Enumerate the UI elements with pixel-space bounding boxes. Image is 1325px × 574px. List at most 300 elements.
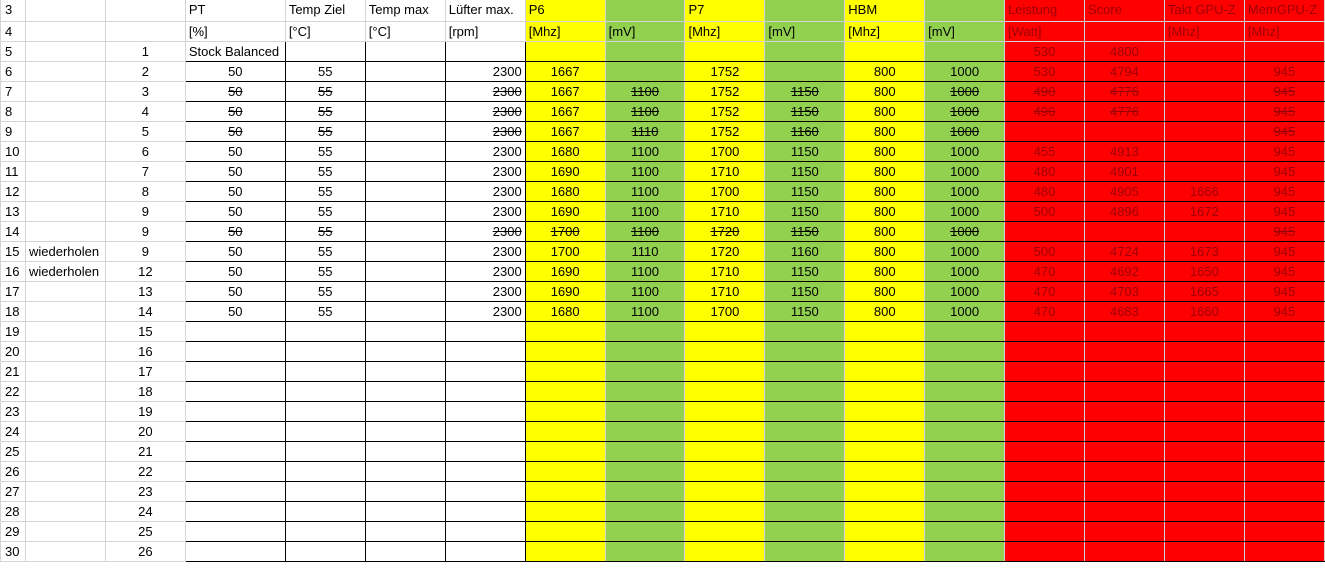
note-cell[interactable] [25, 482, 105, 502]
header-cell[interactable] [765, 0, 845, 22]
run-number-cell[interactable]: 6 [105, 142, 185, 162]
note-cell[interactable] [25, 182, 105, 202]
note-cell[interactable] [25, 462, 105, 482]
header-cell[interactable]: Temp max [365, 0, 445, 22]
score-cell[interactable] [1084, 402, 1164, 422]
p6-mhz-cell[interactable]: 1690 [525, 202, 605, 222]
temp-target-cell[interactable] [285, 482, 365, 502]
fan-max-cell[interactable]: 2300 [445, 302, 525, 322]
mem-clock-cell[interactable]: 945 [1244, 202, 1324, 222]
power-cell[interactable] [1005, 462, 1085, 482]
score-cell[interactable]: 4901 [1084, 162, 1164, 182]
hbm-mhz-cell[interactable]: 800 [845, 282, 925, 302]
mem-clock-cell[interactable]: 945 [1244, 62, 1324, 82]
run-number-cell[interactable]: 9 [105, 202, 185, 222]
note-cell[interactable] [25, 202, 105, 222]
score-cell[interactable]: 4683 [1084, 302, 1164, 322]
hbm-mv-cell[interactable] [925, 42, 1005, 62]
temp-max-cell[interactable] [365, 142, 445, 162]
hbm-mv-cell[interactable]: 1000 [925, 242, 1005, 262]
row-number[interactable]: 15 [1, 242, 26, 262]
p7-mv-cell[interactable]: 1150 [765, 102, 845, 122]
run-number-cell[interactable]: 7 [105, 162, 185, 182]
hbm-mv-cell[interactable] [925, 342, 1005, 362]
p6-mhz-cell[interactable] [525, 42, 605, 62]
temp-target-cell[interactable] [285, 522, 365, 542]
row-number[interactable]: 14 [1, 222, 26, 242]
run-number-cell[interactable]: 18 [105, 382, 185, 402]
gpu-clock-cell[interactable]: 1665 [1164, 282, 1244, 302]
mem-clock-cell[interactable] [1244, 482, 1324, 502]
p7-mhz-cell[interactable]: 1700 [685, 302, 765, 322]
p6-mv-cell[interactable]: 1100 [605, 262, 685, 282]
power-cell[interactable] [1005, 322, 1085, 342]
hbm-mhz-cell[interactable]: 800 [845, 82, 925, 102]
note-cell[interactable]: wiederholen [25, 242, 105, 262]
gpu-clock-cell[interactable] [1164, 362, 1244, 382]
header-cell[interactable] [105, 22, 185, 42]
score-cell[interactable] [1084, 362, 1164, 382]
fan-max-cell[interactable]: 2300 [445, 122, 525, 142]
row-number[interactable]: 7 [1, 82, 26, 102]
row-number[interactable]: 21 [1, 362, 26, 382]
run-number-cell[interactable]: 15 [105, 322, 185, 342]
temp-target-cell[interactable]: 55 [285, 242, 365, 262]
mem-clock-cell[interactable] [1244, 402, 1324, 422]
power-cell[interactable]: 480 [1005, 182, 1085, 202]
score-cell[interactable] [1084, 382, 1164, 402]
header-cell[interactable]: HBM [845, 0, 925, 22]
hbm-mhz-cell[interactable] [845, 342, 925, 362]
p6-mhz-cell[interactable]: 1667 [525, 82, 605, 102]
run-number-cell[interactable]: 9 [105, 242, 185, 262]
run-number-cell[interactable]: 23 [105, 482, 185, 502]
row-number[interactable]: 10 [1, 142, 26, 162]
p7-mhz-cell[interactable]: 1700 [685, 182, 765, 202]
fan-max-cell[interactable] [445, 382, 525, 402]
score-cell[interactable]: 4703 [1084, 282, 1164, 302]
pt-cell[interactable]: 50 [185, 202, 285, 222]
p7-mv-cell[interactable]: 1150 [765, 282, 845, 302]
p7-mhz-cell[interactable]: 1752 [685, 102, 765, 122]
p6-mhz-cell[interactable] [525, 482, 605, 502]
score-cell[interactable]: 4913 [1084, 142, 1164, 162]
gpu-clock-cell[interactable] [1164, 42, 1244, 62]
p7-mv-cell[interactable] [765, 42, 845, 62]
header-cell[interactable] [1084, 22, 1164, 42]
p7-mv-cell[interactable]: 1150 [765, 302, 845, 322]
header-cell[interactable]: [Mhz] [525, 22, 605, 42]
gpu-clock-cell[interactable] [1164, 482, 1244, 502]
mem-clock-cell[interactable]: 945 [1244, 182, 1324, 202]
p6-mv-cell[interactable] [605, 362, 685, 382]
fan-max-cell[interactable] [445, 442, 525, 462]
fan-max-cell[interactable]: 2300 [445, 222, 525, 242]
hbm-mv-cell[interactable]: 1000 [925, 182, 1005, 202]
note-cell[interactable] [25, 162, 105, 182]
note-cell[interactable] [25, 282, 105, 302]
temp-max-cell[interactable] [365, 482, 445, 502]
fan-max-cell[interactable]: 2300 [445, 142, 525, 162]
power-cell[interactable]: 480 [1005, 162, 1085, 182]
hbm-mhz-cell[interactable] [845, 422, 925, 442]
p7-mhz-cell[interactable] [685, 362, 765, 382]
gpu-clock-cell[interactable] [1164, 122, 1244, 142]
temp-max-cell[interactable] [365, 242, 445, 262]
p7-mhz-cell[interactable] [685, 382, 765, 402]
hbm-mhz-cell[interactable]: 800 [845, 62, 925, 82]
hbm-mhz-cell[interactable] [845, 322, 925, 342]
header-cell[interactable]: P7 [685, 0, 765, 22]
power-cell[interactable] [1005, 122, 1085, 142]
temp-max-cell[interactable] [365, 502, 445, 522]
header-cell[interactable]: [°C] [285, 22, 365, 42]
mem-clock-cell[interactable] [1244, 422, 1324, 442]
p7-mhz-cell[interactable]: 1710 [685, 162, 765, 182]
row-number[interactable]: 9 [1, 122, 26, 142]
p7-mhz-cell[interactable]: 1752 [685, 122, 765, 142]
note-cell[interactable] [25, 222, 105, 242]
header-cell[interactable]: Leistung [1005, 0, 1085, 22]
fan-max-cell[interactable]: 2300 [445, 262, 525, 282]
p6-mhz-cell[interactable]: 1680 [525, 302, 605, 322]
score-cell[interactable] [1084, 342, 1164, 362]
p7-mhz-cell[interactable] [685, 422, 765, 442]
run-number-cell[interactable]: 2 [105, 62, 185, 82]
power-cell[interactable]: 530 [1005, 42, 1085, 62]
temp-max-cell[interactable] [365, 302, 445, 322]
p7-mv-cell[interactable] [765, 62, 845, 82]
hbm-mhz-cell[interactable]: 800 [845, 222, 925, 242]
fan-max-cell[interactable]: 2300 [445, 102, 525, 122]
fan-max-cell[interactable]: 2300 [445, 242, 525, 262]
hbm-mv-cell[interactable] [925, 422, 1005, 442]
temp-max-cell[interactable] [365, 462, 445, 482]
p7-mhz-cell[interactable] [685, 442, 765, 462]
p6-mhz-cell[interactable] [525, 502, 605, 522]
mem-clock-cell[interactable] [1244, 322, 1324, 342]
score-cell[interactable] [1084, 482, 1164, 502]
p6-mv-cell[interactable] [605, 382, 685, 402]
header-cell[interactable]: [Mhz] [845, 22, 925, 42]
gpu-clock-cell[interactable] [1164, 342, 1244, 362]
p7-mv-cell[interactable] [765, 342, 845, 362]
note-cell[interactable] [25, 342, 105, 362]
hbm-mv-cell[interactable]: 1000 [925, 122, 1005, 142]
p7-mhz-cell[interactable]: 1752 [685, 62, 765, 82]
p6-mhz-cell[interactable]: 1680 [525, 142, 605, 162]
score-cell[interactable]: 4905 [1084, 182, 1164, 202]
temp-target-cell[interactable]: 55 [285, 302, 365, 322]
power-cell[interactable] [1005, 222, 1085, 242]
pt-cell[interactable] [185, 542, 285, 562]
row-number[interactable]: 16 [1, 262, 26, 282]
run-number-cell[interactable]: 3 [105, 82, 185, 102]
temp-target-cell[interactable]: 55 [285, 82, 365, 102]
note-cell[interactable] [25, 62, 105, 82]
run-number-cell[interactable]: 22 [105, 462, 185, 482]
header-cell[interactable]: [rpm] [445, 22, 525, 42]
temp-target-cell[interactable] [285, 502, 365, 522]
header-cell[interactable]: Lüfter max. [445, 0, 525, 22]
score-cell[interactable]: 4776 [1084, 102, 1164, 122]
fan-max-cell[interactable] [445, 322, 525, 342]
p6-mv-cell[interactable] [605, 502, 685, 522]
p6-mhz-cell[interactable]: 1667 [525, 102, 605, 122]
p7-mv-cell[interactable]: 1160 [765, 242, 845, 262]
p7-mhz-cell[interactable] [685, 322, 765, 342]
power-cell[interactable]: 500 [1005, 242, 1085, 262]
p7-mhz-cell[interactable] [685, 42, 765, 62]
p7-mhz-cell[interactable] [685, 542, 765, 562]
run-number-cell[interactable]: 21 [105, 442, 185, 462]
pt-cell[interactable] [185, 482, 285, 502]
row-number[interactable]: 5 [1, 42, 26, 62]
p7-mv-cell[interactable] [765, 442, 845, 462]
note-cell[interactable] [25, 302, 105, 322]
run-number-cell[interactable]: 12 [105, 262, 185, 282]
gpu-clock-cell[interactable] [1164, 82, 1244, 102]
p6-mv-cell[interactable]: 1100 [605, 202, 685, 222]
mem-clock-cell[interactable]: 945 [1244, 102, 1324, 122]
run-number-cell[interactable]: 17 [105, 362, 185, 382]
fan-max-cell[interactable] [445, 542, 525, 562]
p6-mv-cell[interactable]: 1100 [605, 182, 685, 202]
p6-mv-cell[interactable] [605, 62, 685, 82]
p7-mv-cell[interactable] [765, 402, 845, 422]
p7-mhz-cell[interactable]: 1752 [685, 82, 765, 102]
pt-cell[interactable]: 50 [185, 302, 285, 322]
note-cell[interactable] [25, 142, 105, 162]
p7-mhz-cell[interactable]: 1710 [685, 202, 765, 222]
p6-mhz-cell[interactable]: 1690 [525, 262, 605, 282]
hbm-mv-cell[interactable]: 1000 [925, 302, 1005, 322]
row-number[interactable]: 6 [1, 62, 26, 82]
gpu-clock-cell[interactable] [1164, 102, 1244, 122]
mem-clock-cell[interactable] [1244, 542, 1324, 562]
row-number[interactable]: 3 [1, 0, 26, 22]
run-number-cell[interactable]: 1 [105, 42, 185, 62]
gpu-clock-cell[interactable] [1164, 502, 1244, 522]
score-cell[interactable]: 4800 [1084, 42, 1164, 62]
header-cell[interactable]: PT [185, 0, 285, 22]
fan-max-cell[interactable]: 2300 [445, 162, 525, 182]
temp-max-cell[interactable] [365, 442, 445, 462]
temp-max-cell[interactable] [365, 42, 445, 62]
temp-max-cell[interactable] [365, 402, 445, 422]
hbm-mv-cell[interactable]: 1000 [925, 202, 1005, 222]
temp-target-cell[interactable] [285, 362, 365, 382]
power-cell[interactable]: 455 [1005, 142, 1085, 162]
temp-target-cell[interactable] [285, 402, 365, 422]
temp-max-cell[interactable] [365, 182, 445, 202]
temp-max-cell[interactable] [365, 262, 445, 282]
p7-mhz-cell[interactable]: 1720 [685, 222, 765, 242]
power-cell[interactable]: 530 [1005, 62, 1085, 82]
p6-mhz-cell[interactable]: 1690 [525, 162, 605, 182]
header-cell[interactable] [25, 0, 105, 22]
p7-mv-cell[interactable] [765, 482, 845, 502]
mem-clock-cell[interactable] [1244, 462, 1324, 482]
p6-mv-cell[interactable]: 1100 [605, 302, 685, 322]
p6-mv-cell[interactable]: 1100 [605, 162, 685, 182]
hbm-mv-cell[interactable] [925, 442, 1005, 462]
p7-mv-cell[interactable]: 1150 [765, 262, 845, 282]
temp-target-cell[interactable]: 55 [285, 262, 365, 282]
note-cell[interactable] [25, 362, 105, 382]
score-cell[interactable] [1084, 522, 1164, 542]
pt-cell[interactable]: 50 [185, 242, 285, 262]
p7-mv-cell[interactable] [765, 322, 845, 342]
pt-cell[interactable]: 50 [185, 282, 285, 302]
hbm-mv-cell[interactable] [925, 362, 1005, 382]
p7-mv-cell[interactable] [765, 522, 845, 542]
fan-max-cell[interactable]: 2300 [445, 82, 525, 102]
power-cell[interactable] [1005, 362, 1085, 382]
p7-mhz-cell[interactable] [685, 342, 765, 362]
temp-target-cell[interactable] [285, 342, 365, 362]
note-cell[interactable] [25, 122, 105, 142]
row-number[interactable]: 17 [1, 282, 26, 302]
p6-mv-cell[interactable]: 1110 [605, 122, 685, 142]
hbm-mv-cell[interactable] [925, 462, 1005, 482]
p6-mhz-cell[interactable]: 1680 [525, 182, 605, 202]
hbm-mhz-cell[interactable]: 800 [845, 262, 925, 282]
temp-max-cell[interactable] [365, 322, 445, 342]
temp-max-cell[interactable] [365, 342, 445, 362]
hbm-mhz-cell[interactable] [845, 462, 925, 482]
row-number[interactable]: 30 [1, 542, 26, 562]
temp-max-cell[interactable] [365, 382, 445, 402]
score-cell[interactable]: 4896 [1084, 202, 1164, 222]
mem-clock-cell[interactable] [1244, 522, 1324, 542]
pt-cell[interactable] [185, 442, 285, 462]
p6-mhz-cell[interactable] [525, 322, 605, 342]
power-cell[interactable] [1005, 502, 1085, 522]
power-cell[interactable] [1005, 542, 1085, 562]
power-cell[interactable] [1005, 522, 1085, 542]
p7-mhz-cell[interactable] [685, 402, 765, 422]
fan-max-cell[interactable] [445, 522, 525, 542]
row-number[interactable]: 18 [1, 302, 26, 322]
pt-cell[interactable]: Stock Balanced [185, 42, 285, 62]
temp-max-cell[interactable] [365, 542, 445, 562]
hbm-mv-cell[interactable]: 1000 [925, 82, 1005, 102]
p7-mv-cell[interactable] [765, 422, 845, 442]
p6-mhz-cell[interactable]: 1700 [525, 242, 605, 262]
gpu-clock-cell[interactable] [1164, 142, 1244, 162]
p6-mv-cell[interactable]: 1100 [605, 142, 685, 162]
pt-cell[interactable] [185, 342, 285, 362]
score-cell[interactable] [1084, 442, 1164, 462]
p7-mv-cell[interactable] [765, 382, 845, 402]
score-cell[interactable] [1084, 462, 1164, 482]
row-number[interactable]: 11 [1, 162, 26, 182]
gpu-clock-cell[interactable]: 1666 [1164, 182, 1244, 202]
header-cell[interactable] [25, 22, 105, 42]
row-number[interactable]: 26 [1, 462, 26, 482]
note-cell[interactable] [25, 502, 105, 522]
header-cell[interactable]: [%] [185, 22, 285, 42]
header-cell[interactable]: MemGPU-Z [1244, 0, 1324, 22]
mem-clock-cell[interactable] [1244, 42, 1324, 62]
fan-max-cell[interactable] [445, 342, 525, 362]
p7-mv-cell[interactable]: 1150 [765, 82, 845, 102]
mem-clock-cell[interactable] [1244, 382, 1324, 402]
run-number-cell[interactable]: 24 [105, 502, 185, 522]
power-cell[interactable]: 470 [1005, 282, 1085, 302]
run-number-cell[interactable]: 26 [105, 542, 185, 562]
p6-mv-cell[interactable]: 1100 [605, 102, 685, 122]
fan-max-cell[interactable] [445, 482, 525, 502]
header-cell[interactable]: [Mhz] [1164, 22, 1244, 42]
fan-max-cell[interactable]: 2300 [445, 202, 525, 222]
hbm-mv-cell[interactable] [925, 502, 1005, 522]
row-number[interactable]: 23 [1, 402, 26, 422]
row-number[interactable]: 19 [1, 322, 26, 342]
hbm-mhz-cell[interactable] [845, 482, 925, 502]
p6-mv-cell[interactable] [605, 522, 685, 542]
power-cell[interactable] [1005, 382, 1085, 402]
header-cell[interactable]: [°C] [365, 22, 445, 42]
pt-cell[interactable]: 50 [185, 162, 285, 182]
note-cell[interactable] [25, 522, 105, 542]
pt-cell[interactable]: 50 [185, 262, 285, 282]
p6-mhz-cell[interactable]: 1700 [525, 222, 605, 242]
p6-mv-cell[interactable]: 1100 [605, 82, 685, 102]
hbm-mv-cell[interactable]: 1000 [925, 162, 1005, 182]
p7-mv-cell[interactable] [765, 542, 845, 562]
temp-max-cell[interactable] [365, 222, 445, 242]
p7-mhz-cell[interactable] [685, 462, 765, 482]
row-number[interactable]: 27 [1, 482, 26, 502]
header-cell[interactable]: [mV] [605, 22, 685, 42]
temp-target-cell[interactable] [285, 322, 365, 342]
temp-target-cell[interactable] [285, 382, 365, 402]
temp-target-cell[interactable] [285, 462, 365, 482]
hbm-mhz-cell[interactable]: 800 [845, 102, 925, 122]
hbm-mhz-cell[interactable] [845, 382, 925, 402]
mem-clock-cell[interactable]: 945 [1244, 82, 1324, 102]
hbm-mhz-cell[interactable] [845, 362, 925, 382]
p6-mhz-cell[interactable]: 1690 [525, 282, 605, 302]
temp-target-cell[interactable]: 55 [285, 282, 365, 302]
gpu-clock-cell[interactable] [1164, 522, 1244, 542]
power-cell[interactable]: 490 [1005, 102, 1085, 122]
score-cell[interactable]: 4692 [1084, 262, 1164, 282]
row-number[interactable]: 28 [1, 502, 26, 522]
note-cell[interactable] [25, 442, 105, 462]
mem-clock-cell[interactable] [1244, 342, 1324, 362]
temp-target-cell[interactable] [285, 422, 365, 442]
header-cell[interactable]: [mV] [765, 22, 845, 42]
hbm-mhz-cell[interactable] [845, 542, 925, 562]
hbm-mhz-cell[interactable] [845, 42, 925, 62]
hbm-mv-cell[interactable]: 1000 [925, 142, 1005, 162]
mem-clock-cell[interactable]: 945 [1244, 222, 1324, 242]
p6-mv-cell[interactable]: 1110 [605, 242, 685, 262]
header-cell[interactable]: [Mhz] [1244, 22, 1324, 42]
note-cell[interactable] [25, 542, 105, 562]
note-cell[interactable] [25, 402, 105, 422]
power-cell[interactable] [1005, 422, 1085, 442]
mem-clock-cell[interactable]: 945 [1244, 122, 1324, 142]
p6-mhz-cell[interactable] [525, 442, 605, 462]
temp-max-cell[interactable] [365, 102, 445, 122]
hbm-mhz-cell[interactable] [845, 522, 925, 542]
mem-clock-cell[interactable] [1244, 502, 1324, 522]
temp-target-cell[interactable]: 55 [285, 142, 365, 162]
